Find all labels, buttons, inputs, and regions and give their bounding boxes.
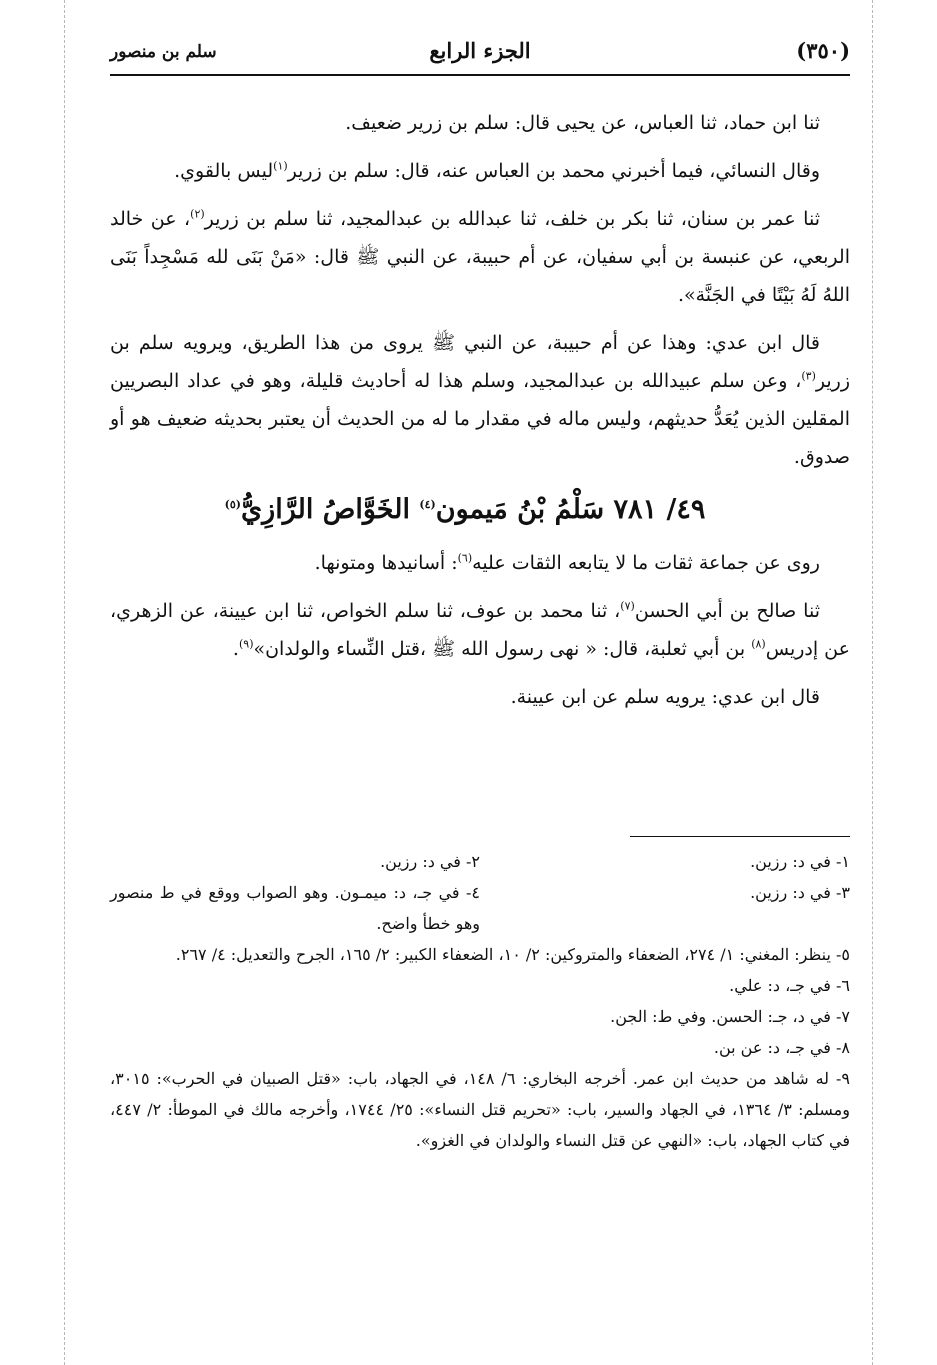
entry-heading xyxy=(110,486,850,534)
footnote-7: ٧- في د، جـ: الحسن. وفي ط: الجن. xyxy=(610,1007,850,1026)
footnote-marker-4: (٤) xyxy=(419,498,436,511)
paragraph-2 xyxy=(110,152,850,190)
entry-heading-b: الخَوَّاصُ الرَّازِيُّ xyxy=(241,494,420,525)
p4-text-b: ، وعن سلم عبيدالله بن عبدالمجيد، وسلم هذا له أحاديث قليلة، وهو في عداد البصريين المقلين الذين يُعَدُّ حديثهم، وليس ماله في مقدار ما له من الحديث أن يعتبر بحديثه ضعيف هو أو صدوق. xyxy=(110,370,850,468)
entry-heading-a: ٤٩/ ٧٨١ سَلْمُ بْنُ مَيمون xyxy=(435,494,706,525)
footnote-row-2 xyxy=(110,877,850,939)
footnote-8: ٨- في جـ، د: عن بن. xyxy=(713,1038,850,1057)
footnote-3: ٣- في د: رزين. xyxy=(750,883,850,902)
entry-name-header: سلم بن منصور xyxy=(110,42,217,62)
part-title: الجزء الرابع xyxy=(429,38,531,63)
footnote-marker-8: (٨) xyxy=(751,637,766,651)
paragraph-6 xyxy=(110,592,850,668)
p2-text-a: وقال النسائي، فيما أخبرني محمد بن العباس عنه، قال: سلم بن زرير xyxy=(287,160,820,182)
p6-text-d: . xyxy=(232,638,239,660)
p2-text-b: ليس بالقوي. xyxy=(174,160,274,182)
footnote-6: ٦- في جـ، د: علي. xyxy=(729,976,850,995)
footnote-4: ٤- في جـ، د: ميمـون. وهو الصواب ووقع في ط منصور وهو خطأ واضح. xyxy=(110,883,480,933)
paragraph-4 xyxy=(110,324,850,476)
p7-text: قال ابن عدي: يرويه سلم عن ابن عيينة. xyxy=(510,686,820,708)
footnote-marker-9: (٩) xyxy=(238,637,254,651)
page-number: (٣٥٠) xyxy=(796,38,850,63)
paragraph-1 xyxy=(110,104,850,142)
footnote-marker-1: (١) xyxy=(273,159,288,173)
paragraph-5 xyxy=(110,544,850,582)
footnote-marker-5: (٥) xyxy=(224,498,242,511)
footnote-9: ٩- له شاهد من حديث ابن عمر. أخرجه البخاري: ٦/ ١٤٨، في الجهاد، باب: «قتل الصبيان في الحرب»: ٣٠١٥، ومسلم: ٣/ ١٣٦٤، في الجهاد والسير، باب: «تحريم قتل النساء»: ٢٥/ ١٧٤٤، وأخرجه مالك في الموطأ: ٢/ ٤٤٧، في كتاب الجهاد، باب: «النهي عن قتل النساء والولدان في الغزو». xyxy=(110,1069,850,1150)
p6-text-b: ، ثنا محمد بن عوف، ثنا سلم الخواص، ثنا ابن عيينة، عن الزهري، عن إدريس xyxy=(110,600,850,660)
main-text xyxy=(110,104,850,726)
footnote-marker-7: (٧) xyxy=(620,599,635,613)
paragraph-3 xyxy=(110,200,850,314)
footnote-marker-2: (٢) xyxy=(190,207,205,221)
margin-guide-right xyxy=(872,0,873,1365)
footnote-5: ٥- ينظر: المغني: ١/ ٢٧٤، الضعفاء والمتروكين: ٢/ ١٠، الضعفاء الكبير: ٢/ ١٦٥، الجرح والتعديل: ٤/ ٢٦٧. xyxy=(175,945,850,964)
p6-text-c: بن أبي ثعلبة، قال: « نهى رسول الله ﷺ ،قتل النِّساء والولدان» xyxy=(253,638,752,660)
footnote-1: ١- في د: رزين. xyxy=(750,852,850,871)
p4-text-a: قال ابن عدي: وهذا عن أم حبيبة، عن النبي ﷺ يروى من هذا الطريق، ويرويه سلم بن زرير xyxy=(110,332,850,392)
footnote-row-1 xyxy=(110,846,850,877)
p5-text-b: : أسانيدها ومتونها. xyxy=(314,552,458,574)
footnote-marker-3: (٣) xyxy=(801,369,816,383)
paragraph-7 xyxy=(110,678,850,716)
footnote-rule xyxy=(630,836,850,837)
p5-text-a: روى عن جماعة ثقات ما لا يتابعه الثقات عليه xyxy=(472,552,820,574)
footnote-marker-6: (٦) xyxy=(457,551,473,565)
margin-guide-left xyxy=(64,0,65,1365)
footnotes xyxy=(110,846,850,1156)
p1-text: ثنا ابن حماد، ثنا العباس، عن يحيى قال: سلم بن زرير ضعيف. xyxy=(345,112,820,134)
running-header xyxy=(110,30,850,74)
p3-text-a: ثنا عمر بن سنان، ثنا بكر بن خلف، ثنا عبدالله بن عبدالمجيد، ثنا سلم بن زرير xyxy=(204,208,820,230)
p3-text-b: ، عن خالد الربعي، عن عنبسة بن أبي سفيان، عن أم حبيبة، عن النبي ﷺ قال: «مَنْ بَنَى لله مَسْجِداً بَنَى اللهُ لَهُ بَيْتًا في الجَنَّة». xyxy=(110,208,850,306)
p6-text-a: ثنا صالح بن أبي الحسن xyxy=(634,600,820,622)
footnote-2: ٢- في د: رزين. xyxy=(380,852,480,871)
header-rule xyxy=(110,74,850,76)
